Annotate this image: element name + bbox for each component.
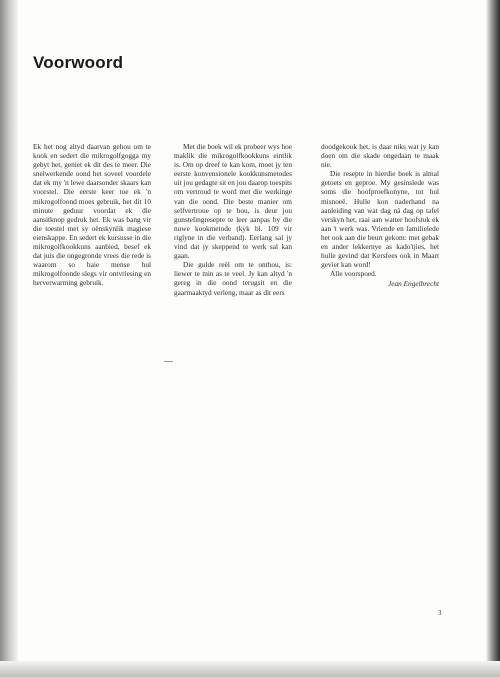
text-column-3 bbox=[321, 142, 439, 289]
author-signature: Jean Engelbrecht bbox=[388, 279, 439, 289]
paragraph: Met die boek wil ek probeer wys hoe maklik die mikrogolfkookkuns eintlik is. Om op dreef te kan kom, moet jy ten eerste konvensionele kookkunsmetodes uit jou gedagte sit en jou daarop toespits om vertroud te word met die werkinge van die oond. Die beste manier om selfvertroue op te bou, is deur jou gunstelingresepte te leer aanpas by die nuwe kookmetode (kyk bl. 109 vir riglyne in die verband). Eerlang sal jy vind dat jy skeppend te werk sal kan gaan. bbox=[174, 142, 292, 261]
text-column-2 bbox=[174, 142, 292, 297]
paragraph: Die resepte in hierdie boek is almal getoets en geproe. My gesinslede was soms die hoofproefkonyne, tot hul misnoeë. Hulle kon naderhand na aanleiding van wat dag ná dag op tafel verskyn het, raai aan watter hoofstuk ek aan 't werk was. Vriende en familielede het ook aan die beurt gekom: met gebak en ander lekkernye as kado'tjies, het hulle gevind dat Kersfees ook in Maart gevier kan word! bbox=[321, 169, 439, 270]
page-title: Voorwoord bbox=[33, 53, 124, 72]
paragraph: doodgekook het, is daar niks wat jy kan doen om die skade ongedaan te maak nie. bbox=[321, 142, 439, 170]
text-column-1 bbox=[33, 142, 151, 288]
page-bottom-edge bbox=[0, 661, 500, 677]
page-left-edge bbox=[0, 0, 18, 677]
paragraph: Die gulde reël om te onthou, is: liewer te min as te veel. Jy kan altyd 'n gereg in die oond terugsit en die gaarmaaktyd verleng, maar as dit eers bbox=[174, 260, 292, 297]
page-number: 3 bbox=[438, 609, 442, 617]
page-right-edge bbox=[486, 0, 500, 677]
print-speck bbox=[164, 361, 173, 362]
paragraph: Alle voorspoed. bbox=[330, 269, 377, 279]
paragraph: Ek het nog altyd daarvan gehou om te kook en sedert die mikrogolfgogga my gebyt het, geniet ek dit des te meer. Die snelwerkende oond het soveel voordele dat ek my 'n lewe daarsonder skaars kan voorstel. Die eerste keer toe ek 'n mikrogolfoond moes gebruik, het dit 10 minute geduur voordat ek die aansitknop gedruk het. Ek was bang vir die toestel met sy oënskynlik magiese eienskappe. En sedert ek kursusse in die mikrogolfkookkuns aanbied, besef ek dat juis die ongegronde vrees die rede is waarom so baie mense hul mikrogolfoonde slegs vir ontvriesing en herverwarming gebruik. bbox=[33, 142, 151, 288]
